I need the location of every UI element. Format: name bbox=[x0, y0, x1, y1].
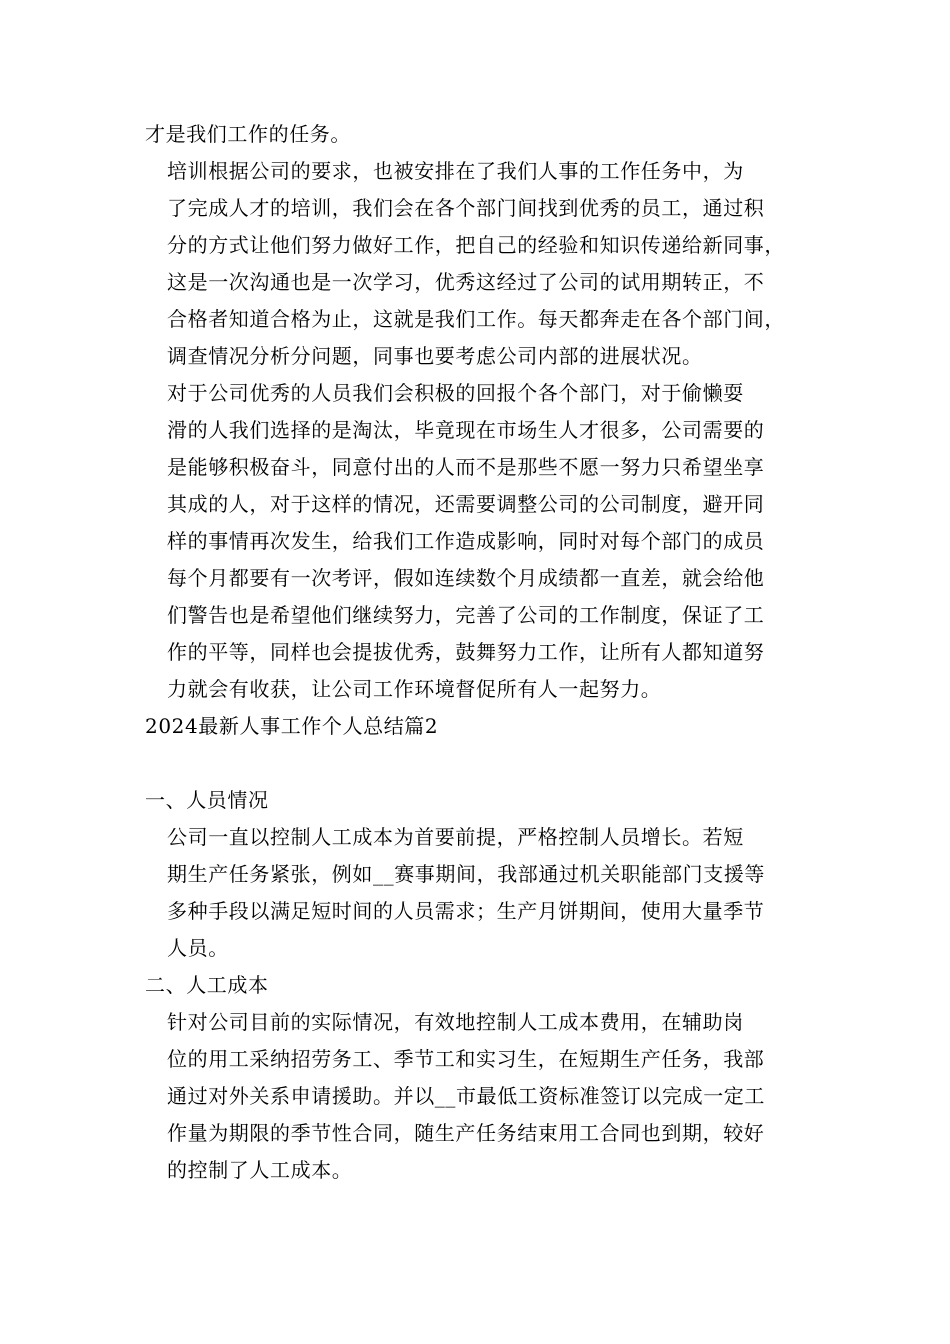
text-line: 作的平等，同样也会提拔优秀，鼓舞努力工作，让所有人都知道努 bbox=[167, 640, 765, 664]
blank-line bbox=[145, 745, 821, 782]
text-line: 其成的人，对于这样的情况，还需要调整公司的公司制度，避开同 bbox=[167, 492, 765, 516]
paragraph-evaluation bbox=[145, 375, 821, 708]
text-line: 培训根据公司的要求，也被安排在了我们人事的工作任务中，为 bbox=[167, 159, 744, 183]
heading-staffing: 一、人员情况 bbox=[145, 788, 269, 812]
heading-labor-cost: 二、人工成本 bbox=[145, 973, 269, 997]
paragraph-labor-cost bbox=[145, 1004, 821, 1189]
text-line: 作量为期限的季节性合同，随生产任务结束用工合同也到期，较好 bbox=[167, 1121, 765, 1145]
text-line: 力就会有收获，让公司工作环境督促所有人一起努力。 bbox=[167, 677, 662, 701]
text-line: 每个月都要有一次考评，假如连续数个月成绩都一直差，就会给他 bbox=[167, 566, 765, 590]
text-line: 才是我们工作的任务。 bbox=[145, 122, 351, 146]
text-line: 针对公司目前的实际情况，有效地控制人工成本费用，在辅助岗 bbox=[167, 1010, 744, 1034]
text-line: 合格者知道合格为止，这就是我们工作。每天都奔走在各个部门间， bbox=[167, 307, 785, 331]
text-line: 样的事情再次发生，给我们工作造成影响，同时对每个部门的成员 bbox=[167, 529, 765, 553]
text-line: 滑的人我们选择的是淘汰，毕竟现在市场生人才很多，公司需要的 bbox=[167, 418, 765, 442]
paragraph-continuation bbox=[145, 116, 821, 153]
text-line: 分的方式让他们努力做好工作，把自己的经验和知识传递给新同事， bbox=[167, 233, 785, 257]
text-line: 是能够积极奋斗，同意付出的人而不是那些不愿一努力只希望坐享 bbox=[167, 455, 765, 479]
text-line: 通过对外关系申请援助。并以__市最低工资标准签订以完成一定工 bbox=[167, 1084, 765, 1108]
paragraph-staffing bbox=[145, 819, 821, 967]
text-line: 了完成人才的培训，我们会在各个部门间找到优秀的员工，通过积 bbox=[167, 196, 765, 220]
text-line: 期生产任务紧张，例如__赛事期间，我部通过机关职能部门支援等 bbox=[167, 862, 765, 886]
text-line: 调查情况分析分问题，同事也要考虑公司内部的进展状况。 bbox=[167, 344, 703, 368]
text-line: 们警告也是希望他们继续努力，完善了公司的工作制度，保证了工 bbox=[167, 603, 765, 627]
text-line: 对于公司优秀的人员我们会积极的回报个各个部门，对于偷懒耍 bbox=[167, 381, 744, 405]
text-line: 公司一直以控制人工成本为首要前提，严格控制人员增长。若短 bbox=[167, 825, 744, 849]
text-line: 这是一次沟通也是一次学习，优秀这经过了公司的试用期转正，不 bbox=[167, 270, 765, 294]
text-line: 位的用工采纳招劳务工、季节工和实习生，在短期生产任务，我部 bbox=[167, 1047, 765, 1071]
text-line: 人员。 bbox=[167, 936, 229, 960]
document-body bbox=[145, 116, 821, 1189]
text-line: 多种手段以满足短时间的人员需求；生产月饼期间，使用大量季节 bbox=[167, 899, 765, 923]
section-title: 2024最新人事工作个人总结篇2 bbox=[145, 714, 439, 738]
text-line: 的控制了人工成本。 bbox=[167, 1158, 353, 1182]
paragraph-training bbox=[145, 153, 821, 375]
